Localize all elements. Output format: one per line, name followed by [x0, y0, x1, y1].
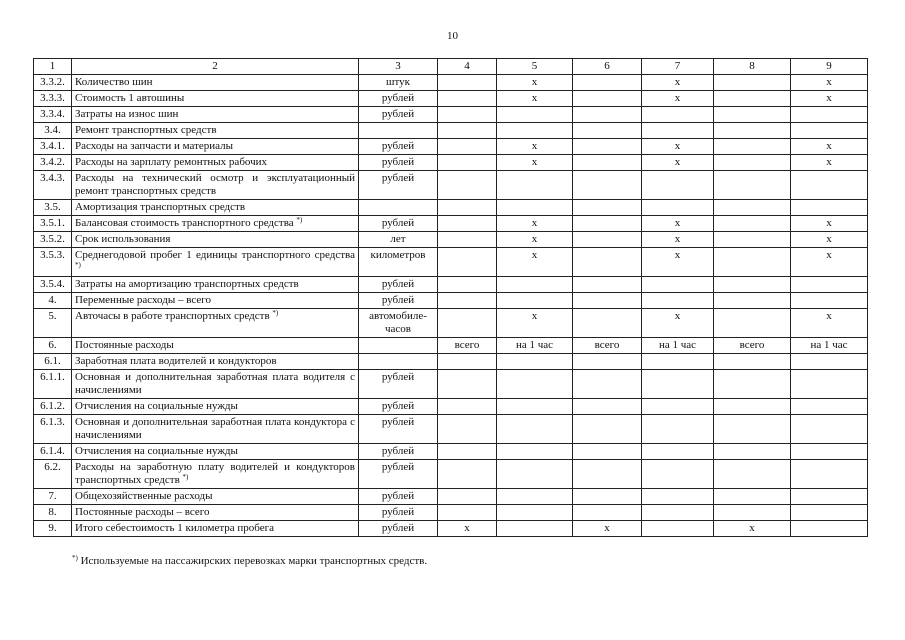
row-name-text: Итого себестоимость 1 километра пробега [75, 522, 275, 534]
cell-col-5: x [497, 309, 573, 338]
cell-col-8 [714, 415, 791, 444]
table-row [34, 232, 868, 248]
cell-col-8: всего [714, 338, 791, 354]
cell-col-8 [714, 248, 791, 277]
row-number: 5. [34, 309, 72, 338]
cell-col-9: x [791, 155, 868, 171]
cell-col-4 [438, 216, 497, 232]
cell-col-9: x [791, 216, 868, 232]
row-unit: рублей [359, 521, 438, 537]
row-unit: рублей [359, 277, 438, 293]
row-name-text: Расходы на технический осмотр и эксплуатационный ремонт транспортных средств [75, 172, 355, 197]
cell-col-9: x [791, 75, 868, 91]
cell-col-9 [791, 460, 868, 489]
cell-col-9: на 1 час [791, 338, 868, 354]
cell-col-6 [573, 444, 642, 460]
cell-col-8 [714, 399, 791, 415]
table-row [34, 444, 868, 460]
cell-col-5: x [497, 232, 573, 248]
cell-col-7 [642, 444, 714, 460]
cell-col-5 [497, 107, 573, 123]
cell-col-5 [497, 399, 573, 415]
table-row [34, 91, 868, 107]
cell-col-5 [497, 370, 573, 399]
cell-col-6 [573, 277, 642, 293]
footnote-ref: *) [272, 309, 279, 317]
cell-col-8: x [714, 521, 791, 537]
row-name-text: Отчисления на социальные нужды [75, 445, 238, 457]
row-number: 8. [34, 505, 72, 521]
row-unit: рублей [359, 171, 438, 200]
cell-col-4 [438, 232, 497, 248]
header-cell: 3 [359, 59, 438, 75]
cell-col-8 [714, 489, 791, 505]
cell-col-7 [642, 489, 714, 505]
row-name-text: Основная и дополнительная заработная плата водителя с начислениями [75, 371, 355, 396]
cell-col-4 [438, 444, 497, 460]
row-name [72, 139, 359, 155]
cell-col-7: x [642, 232, 714, 248]
cell-col-7 [642, 123, 714, 139]
row-unit: рублей [359, 399, 438, 415]
row-number: 4. [34, 293, 72, 309]
table-row [34, 123, 868, 139]
cell-col-4 [438, 91, 497, 107]
cell-col-9 [791, 200, 868, 216]
cell-col-4 [438, 370, 497, 399]
row-name [72, 123, 359, 139]
cell-col-7 [642, 277, 714, 293]
row-unit: рублей [359, 155, 438, 171]
footnote [72, 555, 427, 567]
cell-col-9 [791, 171, 868, 200]
cell-col-5: x [497, 216, 573, 232]
footnote-ref: *) [296, 216, 303, 224]
cell-col-6 [573, 370, 642, 399]
cell-col-6 [573, 139, 642, 155]
row-name-text: Ремонт транспортных средств [75, 124, 217, 136]
row-name-text: Затраты на амортизацию транспортных средств [75, 278, 299, 290]
cell-col-8 [714, 216, 791, 232]
row-number: 3.4.3. [34, 171, 72, 200]
cost-table [33, 58, 868, 537]
cell-col-5 [497, 460, 573, 489]
cell-col-9: x [791, 248, 868, 277]
row-number: 3.3.2. [34, 75, 72, 91]
cell-col-7 [642, 354, 714, 370]
row-name [72, 75, 359, 91]
cell-col-7: x [642, 91, 714, 107]
cell-col-6 [573, 460, 642, 489]
cell-col-8 [714, 155, 791, 171]
cell-col-6 [573, 123, 642, 139]
cell-col-9: x [791, 232, 868, 248]
cell-col-7: x [642, 216, 714, 232]
cell-col-9 [791, 521, 868, 537]
row-number: 3.5. [34, 200, 72, 216]
table-header-row [34, 59, 868, 75]
page-number: 10 [447, 30, 458, 42]
row-name-text: Авточасы в работе транспортных средств [75, 310, 270, 322]
row-unit: километров [359, 248, 438, 277]
cell-col-5: x [497, 248, 573, 277]
row-name [72, 338, 359, 354]
table-row [34, 505, 868, 521]
cell-col-8 [714, 277, 791, 293]
cell-col-5: x [497, 155, 573, 171]
row-unit: автомобиле-часов [359, 309, 438, 338]
table-row [34, 248, 868, 277]
row-name-text: Основная и дополнительная заработная плата кондуктора с начислениями [75, 416, 355, 441]
cell-col-9 [791, 277, 868, 293]
cell-col-9: x [791, 139, 868, 155]
row-number: 6.1.2. [34, 399, 72, 415]
row-unit: рублей [359, 489, 438, 505]
cell-col-7 [642, 200, 714, 216]
table-row [34, 354, 868, 370]
cell-col-6 [573, 75, 642, 91]
cell-col-5 [497, 415, 573, 444]
cell-col-9: x [791, 309, 868, 338]
cell-col-7: x [642, 309, 714, 338]
cell-col-6 [573, 232, 642, 248]
cell-col-4 [438, 277, 497, 293]
table-row [34, 309, 868, 338]
row-unit: рублей [359, 107, 438, 123]
cell-col-8 [714, 232, 791, 248]
row-number: 3.3.4. [34, 107, 72, 123]
row-number: 3.3.3. [34, 91, 72, 107]
cell-col-7: x [642, 139, 714, 155]
cell-col-4 [438, 415, 497, 444]
row-name [72, 521, 359, 537]
cell-col-5 [497, 444, 573, 460]
cell-col-4 [438, 354, 497, 370]
table-row [34, 75, 868, 91]
cell-col-4 [438, 123, 497, 139]
cell-col-4: всего [438, 338, 497, 354]
cell-col-8 [714, 123, 791, 139]
row-name [72, 277, 359, 293]
row-number: 3.5.2. [34, 232, 72, 248]
row-unit: рублей [359, 444, 438, 460]
cell-col-9 [791, 505, 868, 521]
row-name-text: Расходы на запчасти и материалы [75, 140, 234, 152]
row-name [72, 505, 359, 521]
row-number: 3.4.2. [34, 155, 72, 171]
footnote-text: Используемые на пассажирских перевозках марки транспортных средств. [77, 555, 428, 567]
row-name [72, 107, 359, 123]
row-name [72, 293, 359, 309]
row-name-text: Отчисления на социальные нужды [75, 400, 238, 412]
cell-col-7: x [642, 155, 714, 171]
cell-col-8 [714, 460, 791, 489]
row-name [72, 171, 359, 200]
cell-col-9 [791, 123, 868, 139]
row-name [72, 232, 359, 248]
row-unit: рублей [359, 415, 438, 444]
row-name [72, 370, 359, 399]
cell-col-4 [438, 75, 497, 91]
row-unit: штук [359, 75, 438, 91]
row-name-text: Общехозяйственные расходы [75, 490, 213, 502]
row-name [72, 200, 359, 216]
row-name [72, 309, 359, 338]
row-unit: рублей [359, 505, 438, 521]
header-cell: 9 [791, 59, 868, 75]
row-name-text: Постоянные расходы [75, 339, 174, 351]
row-unit: лет [359, 232, 438, 248]
row-name [72, 354, 359, 370]
table-row [34, 399, 868, 415]
row-name [72, 216, 359, 232]
row-number: 6.1.3. [34, 415, 72, 444]
cell-col-4 [438, 489, 497, 505]
cell-col-9: x [791, 91, 868, 107]
cell-col-9 [791, 415, 868, 444]
cell-col-4 [438, 505, 497, 521]
cell-col-7 [642, 171, 714, 200]
cell-col-4 [438, 139, 497, 155]
cell-col-9 [791, 370, 868, 399]
cell-col-5 [497, 171, 573, 200]
row-name [72, 415, 359, 444]
cell-col-5: на 1 час [497, 338, 573, 354]
cell-col-7 [642, 107, 714, 123]
header-cell: 6 [573, 59, 642, 75]
cell-col-8 [714, 505, 791, 521]
row-name-text: Заработная плата водителей и кондукторов [75, 355, 277, 367]
row-name-text: Балансовая стоимость транспортного средства [75, 217, 294, 229]
row-number: 6. [34, 338, 72, 354]
cell-col-4 [438, 155, 497, 171]
table-row [34, 293, 868, 309]
cell-col-7 [642, 399, 714, 415]
row-name [72, 489, 359, 505]
cell-col-9 [791, 444, 868, 460]
table-row [34, 107, 868, 123]
cell-col-5 [497, 293, 573, 309]
cell-col-5 [497, 489, 573, 505]
row-name-text: Среднегодовой пробег 1 единицы транспортного средства [75, 249, 355, 261]
cell-col-8 [714, 444, 791, 460]
row-name-text: Количество шин [75, 76, 153, 88]
cell-col-4 [438, 309, 497, 338]
footnote-ref: *) [75, 261, 81, 269]
cell-col-9 [791, 293, 868, 309]
cell-col-5 [497, 123, 573, 139]
cell-col-6: x [573, 521, 642, 537]
cell-col-4: x [438, 521, 497, 537]
row-name-text: Стоимость 1 автошины [75, 92, 185, 104]
cell-col-6 [573, 293, 642, 309]
header-cell: 4 [438, 59, 497, 75]
table-row [34, 370, 868, 399]
row-name [72, 248, 359, 277]
cell-col-6 [573, 415, 642, 444]
row-unit: рублей [359, 293, 438, 309]
row-unit: рублей [359, 139, 438, 155]
cell-col-4 [438, 248, 497, 277]
cell-col-8 [714, 171, 791, 200]
cell-col-6 [573, 216, 642, 232]
header-cell: 2 [72, 59, 359, 75]
row-name-text: Расходы на заработную плату водителей и кондукторов транспортных средств [75, 461, 355, 486]
cell-col-7: x [642, 75, 714, 91]
row-unit: рублей [359, 91, 438, 107]
row-unit [359, 123, 438, 139]
cell-col-6 [573, 309, 642, 338]
cell-col-8 [714, 354, 791, 370]
table-row [34, 415, 868, 444]
cell-col-5 [497, 354, 573, 370]
row-number: 6.1.1. [34, 370, 72, 399]
footnote-mark: *) [72, 554, 78, 562]
cell-col-6: всего [573, 338, 642, 354]
row-number: 3.5.1. [34, 216, 72, 232]
row-name-text: Расходы на зарплату ремонтных рабочих [75, 156, 268, 168]
row-unit [359, 338, 438, 354]
cell-col-5 [497, 505, 573, 521]
table-row [34, 216, 868, 232]
header-cell: 1 [34, 59, 72, 75]
header-cell: 8 [714, 59, 791, 75]
cell-col-6 [573, 155, 642, 171]
cell-col-7: на 1 час [642, 338, 714, 354]
cell-col-6 [573, 354, 642, 370]
row-unit: рублей [359, 216, 438, 232]
cell-col-4 [438, 171, 497, 200]
row-name-text: Переменные расходы – всего [75, 294, 211, 306]
cell-col-8 [714, 370, 791, 399]
cell-col-4 [438, 200, 497, 216]
row-name-text: Постоянные расходы – всего [75, 506, 210, 518]
row-number: 6.1. [34, 354, 72, 370]
table-row [34, 489, 868, 505]
table-row [34, 460, 868, 489]
table-row [34, 277, 868, 293]
cell-col-6 [573, 107, 642, 123]
cell-col-5 [497, 200, 573, 216]
cell-col-8 [714, 139, 791, 155]
row-number: 3.4. [34, 123, 72, 139]
row-name-text: Срок использования [75, 233, 171, 245]
table-row [34, 139, 868, 155]
cell-col-5: x [497, 139, 573, 155]
row-unit: рублей [359, 370, 438, 399]
cell-col-8 [714, 75, 791, 91]
cell-col-6 [573, 171, 642, 200]
cell-col-5: x [497, 91, 573, 107]
row-unit [359, 354, 438, 370]
cell-col-5 [497, 277, 573, 293]
cell-col-9 [791, 399, 868, 415]
row-number: 7. [34, 489, 72, 505]
cell-col-9 [791, 354, 868, 370]
cell-col-8 [714, 91, 791, 107]
row-number: 3.5.3. [34, 248, 72, 277]
cell-col-7 [642, 415, 714, 444]
header-cell: 5 [497, 59, 573, 75]
cell-col-6 [573, 399, 642, 415]
cell-col-4 [438, 293, 497, 309]
row-name [72, 460, 359, 489]
cell-col-6 [573, 248, 642, 277]
row-name [72, 444, 359, 460]
row-name [72, 155, 359, 171]
cell-col-7 [642, 505, 714, 521]
table-row [34, 171, 868, 200]
row-unit: рублей [359, 460, 438, 489]
cell-col-9 [791, 107, 868, 123]
cell-col-9 [791, 489, 868, 505]
cell-col-7 [642, 521, 714, 537]
cell-col-5: x [497, 75, 573, 91]
row-name-text: Затраты на износ шин [75, 108, 179, 120]
table-row [34, 200, 868, 216]
cell-col-5 [497, 521, 573, 537]
cell-col-7 [642, 370, 714, 399]
cell-col-8 [714, 107, 791, 123]
table-row [34, 338, 868, 354]
table-row [34, 521, 868, 537]
row-unit [359, 200, 438, 216]
row-number: 6.1.4. [34, 444, 72, 460]
cell-col-8 [714, 200, 791, 216]
cell-col-4 [438, 460, 497, 489]
cell-col-7 [642, 293, 714, 309]
row-name [72, 91, 359, 107]
cell-col-7: x [642, 248, 714, 277]
cell-col-4 [438, 399, 497, 415]
cell-col-8 [714, 309, 791, 338]
footnote-ref: *) [182, 473, 189, 481]
cell-col-4 [438, 107, 497, 123]
row-number: 6.2. [34, 460, 72, 489]
cell-col-7 [642, 460, 714, 489]
row-name-text: Амортизация транспортных средств [75, 201, 246, 213]
row-number: 3.4.1. [34, 139, 72, 155]
table-row [34, 155, 868, 171]
cell-col-6 [573, 489, 642, 505]
row-name [72, 399, 359, 415]
cell-col-6 [573, 505, 642, 521]
row-number: 3.5.4. [34, 277, 72, 293]
cell-col-8 [714, 293, 791, 309]
cell-col-6 [573, 200, 642, 216]
header-cell: 7 [642, 59, 714, 75]
row-number: 9. [34, 521, 72, 537]
cell-col-6 [573, 91, 642, 107]
